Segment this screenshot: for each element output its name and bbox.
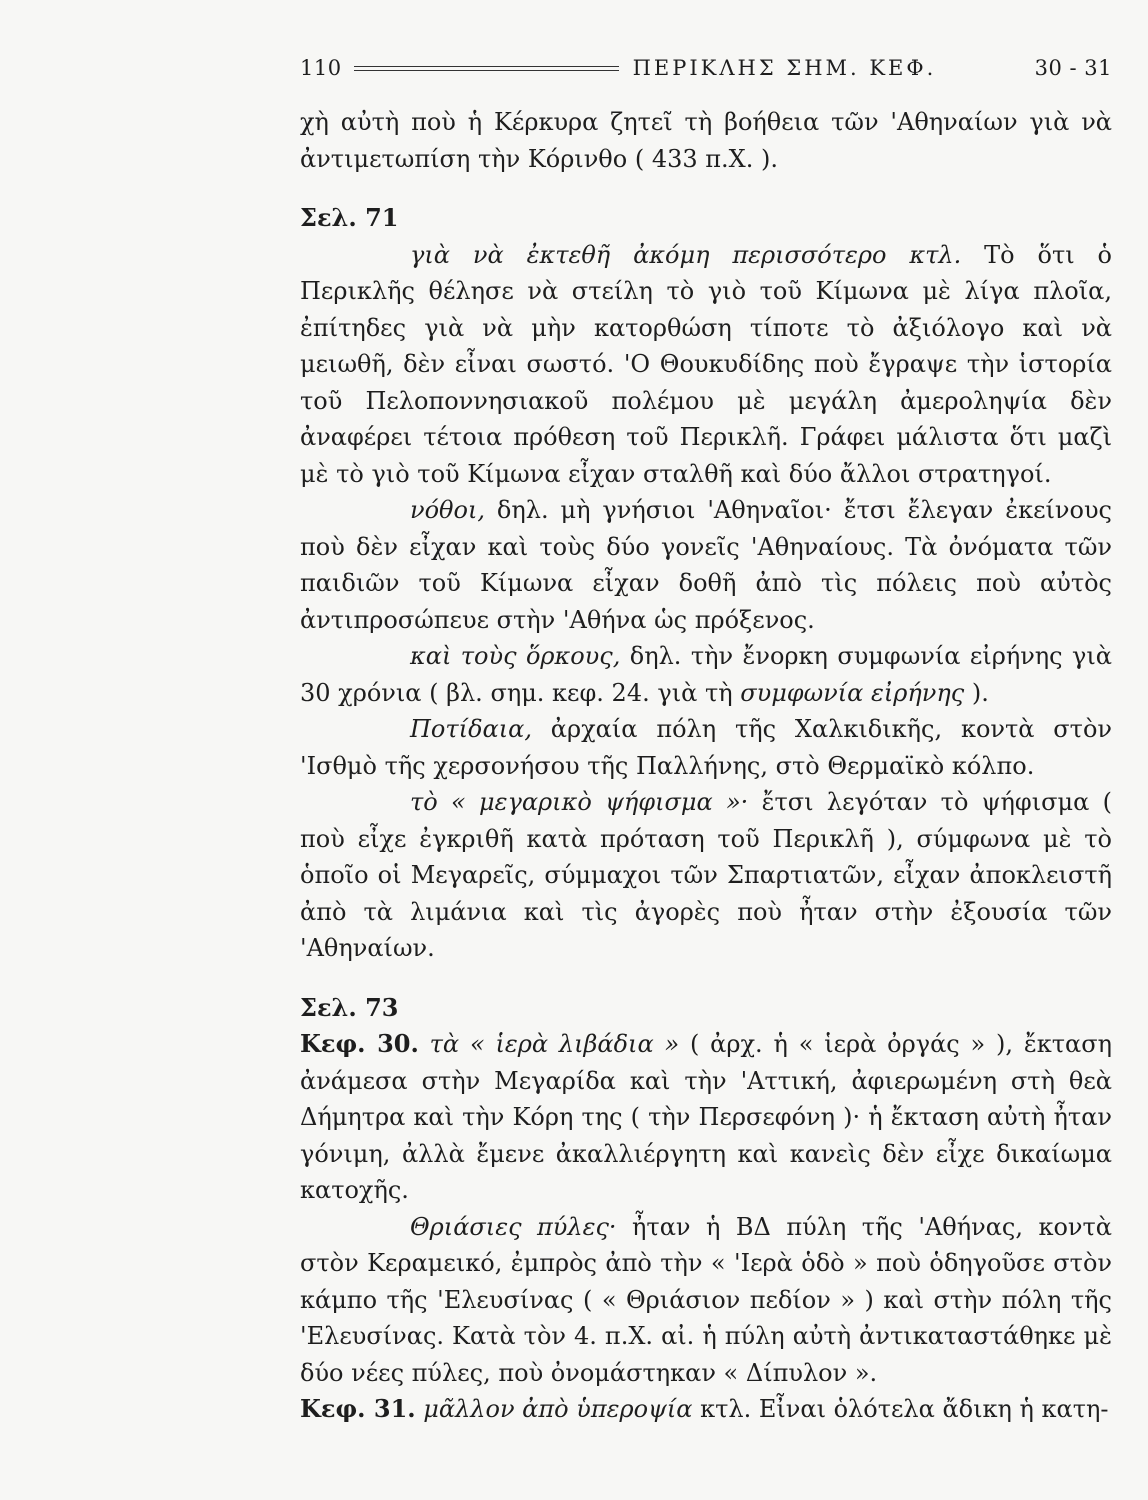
chapter-label: Κεφ. 30. [300, 1029, 419, 1058]
note-paragraph [300, 1026, 1112, 1209]
note-term: γιὰ νὰ ἐκτεθῆ ἀκόμη περισσότερο κτλ. [410, 240, 962, 269]
note-term: νόθοι, [410, 496, 485, 524]
header-rule [354, 66, 619, 71]
note-text: ἀρχαία πόλη τῆς Χαλκιδικῆς, κοντὰ στὸν 'Ισθμὸ τῆς χερσονήσου τῆς Παλλήνης, στὸ Θερμαϊκὸ κόλπο. [300, 715, 1112, 780]
note-term: τὸ « μεγαρικὸ ψήφισμα »· [410, 788, 749, 816]
note-term: μᾶλλον ἀπὸ ὑπεροψία [415, 1395, 693, 1423]
note-paragraph [300, 784, 1112, 967]
note-text: κτλ. Εἶναι ὁλότελα ἄδικη ἡ κατη- [692, 1395, 1109, 1423]
note-text: δηλ. τὴν ἔνορκη συμφωνία εἰρήνης γιὰ 30 χρόνια ( βλ. σημ. κεφ. 24. γιὰ τὴ [300, 642, 1112, 707]
header-title: ΠΕΡΙΚΛΗΣ ΣΗΜ. ΚΕΦ. [632, 56, 937, 80]
note-text: ἦταν ἡ ΒΔ πύλη τῆς 'Αθήνας, κοντὰ στὸν Κεραμεικό, ἐμπρὸς ἀπὸ τὴν « 'Ιερὰ ὁδὸ » ποὺ ὁδηγοῦσε στὸν κάμπο τῆς 'Ελευσίνας ( « Θριάσιον πεδίον » ) καὶ στὴν πόλη τῆς 'Ελευσίνας. Κατὰ τὸν 4. π.Χ. αἰ. ἡ πύλη αὐτὴ ἀντικαταστάθηκε μὲ δύο νέες πύλες, ποὺ ὀνομάστηκαν « Δίπυλον ». [300, 1212, 1113, 1387]
section-heading-71: Σελ. 71 [300, 203, 399, 232]
note-paragraph [300, 1209, 1112, 1392]
note-paragraph [300, 1391, 1112, 1428]
note-paragraph [300, 492, 1112, 638]
intro-paragraph: χὴ αὐτὴ ποὺ ἡ Κέρκυρα ζητεῖ τὴ βοήθεια τῶν 'Αθηναίων γιὰ νὰ ἀντιμετωπίση τὴν Κόρινθο ( 433 π.Χ. ). [300, 108, 1112, 173]
note-term: τὰ « ἱερὰ λιβάδια » [418, 1030, 680, 1058]
note-term: συμφωνία εἰρήνης [740, 678, 965, 707]
page-body [300, 104, 1112, 1428]
note-term: Ποτίδαια, [410, 715, 532, 743]
note-text: δηλ. μὴ γνήσιοι 'Αθηναῖοι· ἔτσι ἔλεγαν ἐκείνους ποὺ δὲν εἶχαν καὶ τοὺς δύο γονεῖς 'Αθηναίους. Τὰ ὀνόματα τῶν παιδιῶν τοῦ Κίμωνα εἶχαν δοθῆ ἀπὸ τὶς πόλεις ποὺ αὐτὸς ἀντιπροσώπευε στὴν 'Αθήνα ὡς πρόξενος. [300, 496, 1112, 634]
note-term: Θριάσιες πύλες· [410, 1212, 617, 1241]
note-paragraph [300, 711, 1112, 784]
note-paragraph [300, 638, 1112, 711]
page-number: 110 [300, 56, 342, 80]
chapter-label: Κεφ. 31. [300, 1394, 416, 1423]
note-text: ). [964, 678, 989, 707]
section-heading-73: Σελ. 73 [300, 992, 399, 1022]
note-paragraph [300, 237, 1112, 493]
note-text: Τὸ ὅτι ὁ Περικλῆς θέλησε νὰ στείλη τὸ γιὸ τοῦ Κίμωνα μὲ λίγα πλοῖα, ἐπίτηδες γιὰ νὰ μὴν κατορθώση τίποτε τὸ ἀξιόλογο καὶ νὰ μειωθῆ, δὲν εἶναι σωστό. 'Ο Θουκυδίδης ποὺ ἔγραψε τὴν ἱστορία τοῦ Πελοποννησιακοῦ πολέμου μὲ μεγάλη ἀμεροληψία δὲν ἀναφέρει τέτοια πρόθεση τοῦ Περικλῆ. Γράφει μάλιστα ὅτι μαζὶ μὲ τὸ γιὸ τοῦ Κίμωνα εἶχαν σταλθῆ καὶ δύο ἄλλοι στρατηγοί. [300, 240, 1112, 488]
note-term: καὶ τοὺς ὅρκους, [410, 642, 621, 670]
header-chapters: 30 - 31 [1034, 56, 1112, 80]
running-header [300, 56, 1112, 80]
note-text: ( ἀρχ. ἡ « ἱερὰ ὀργάς » ), ἔκταση ἀνάμεσα στὴν Μεγαρίδα καὶ τὴν 'Αττική, ἀφιερωμένη στὴ θεὰ Δήμητρα καὶ τὴν Κόρη της ( τὴν Περσεφόνη )· ἡ ἔκταση αὐτὴ ἦταν γόνιμη, ἀλλὰ ἔμενε ἀκαλλιέργητη καὶ κανεὶς δὲν εἶχε δικαίωμα κατοχῆς. [300, 1030, 1112, 1204]
note-text: ἔτσι λεγόταν τὸ ψήφισμα ( ποὺ εἶχε ἐγκριθῆ κατὰ πρόταση τοῦ Περικλῆ ), σύμφωνα μὲ τὸ ὁποῖο οἱ Μεγαρεῖς, σύμμαχοι τῶν Σπαρτιατῶν, εἶχαν ἀποκλειστῆ ἀπὸ τὰ λιμάνια καὶ τὶς ἀγορὲς ποὺ ἦταν στὴν ἐξουσία τῶν 'Αθηναίων. [300, 788, 1112, 962]
